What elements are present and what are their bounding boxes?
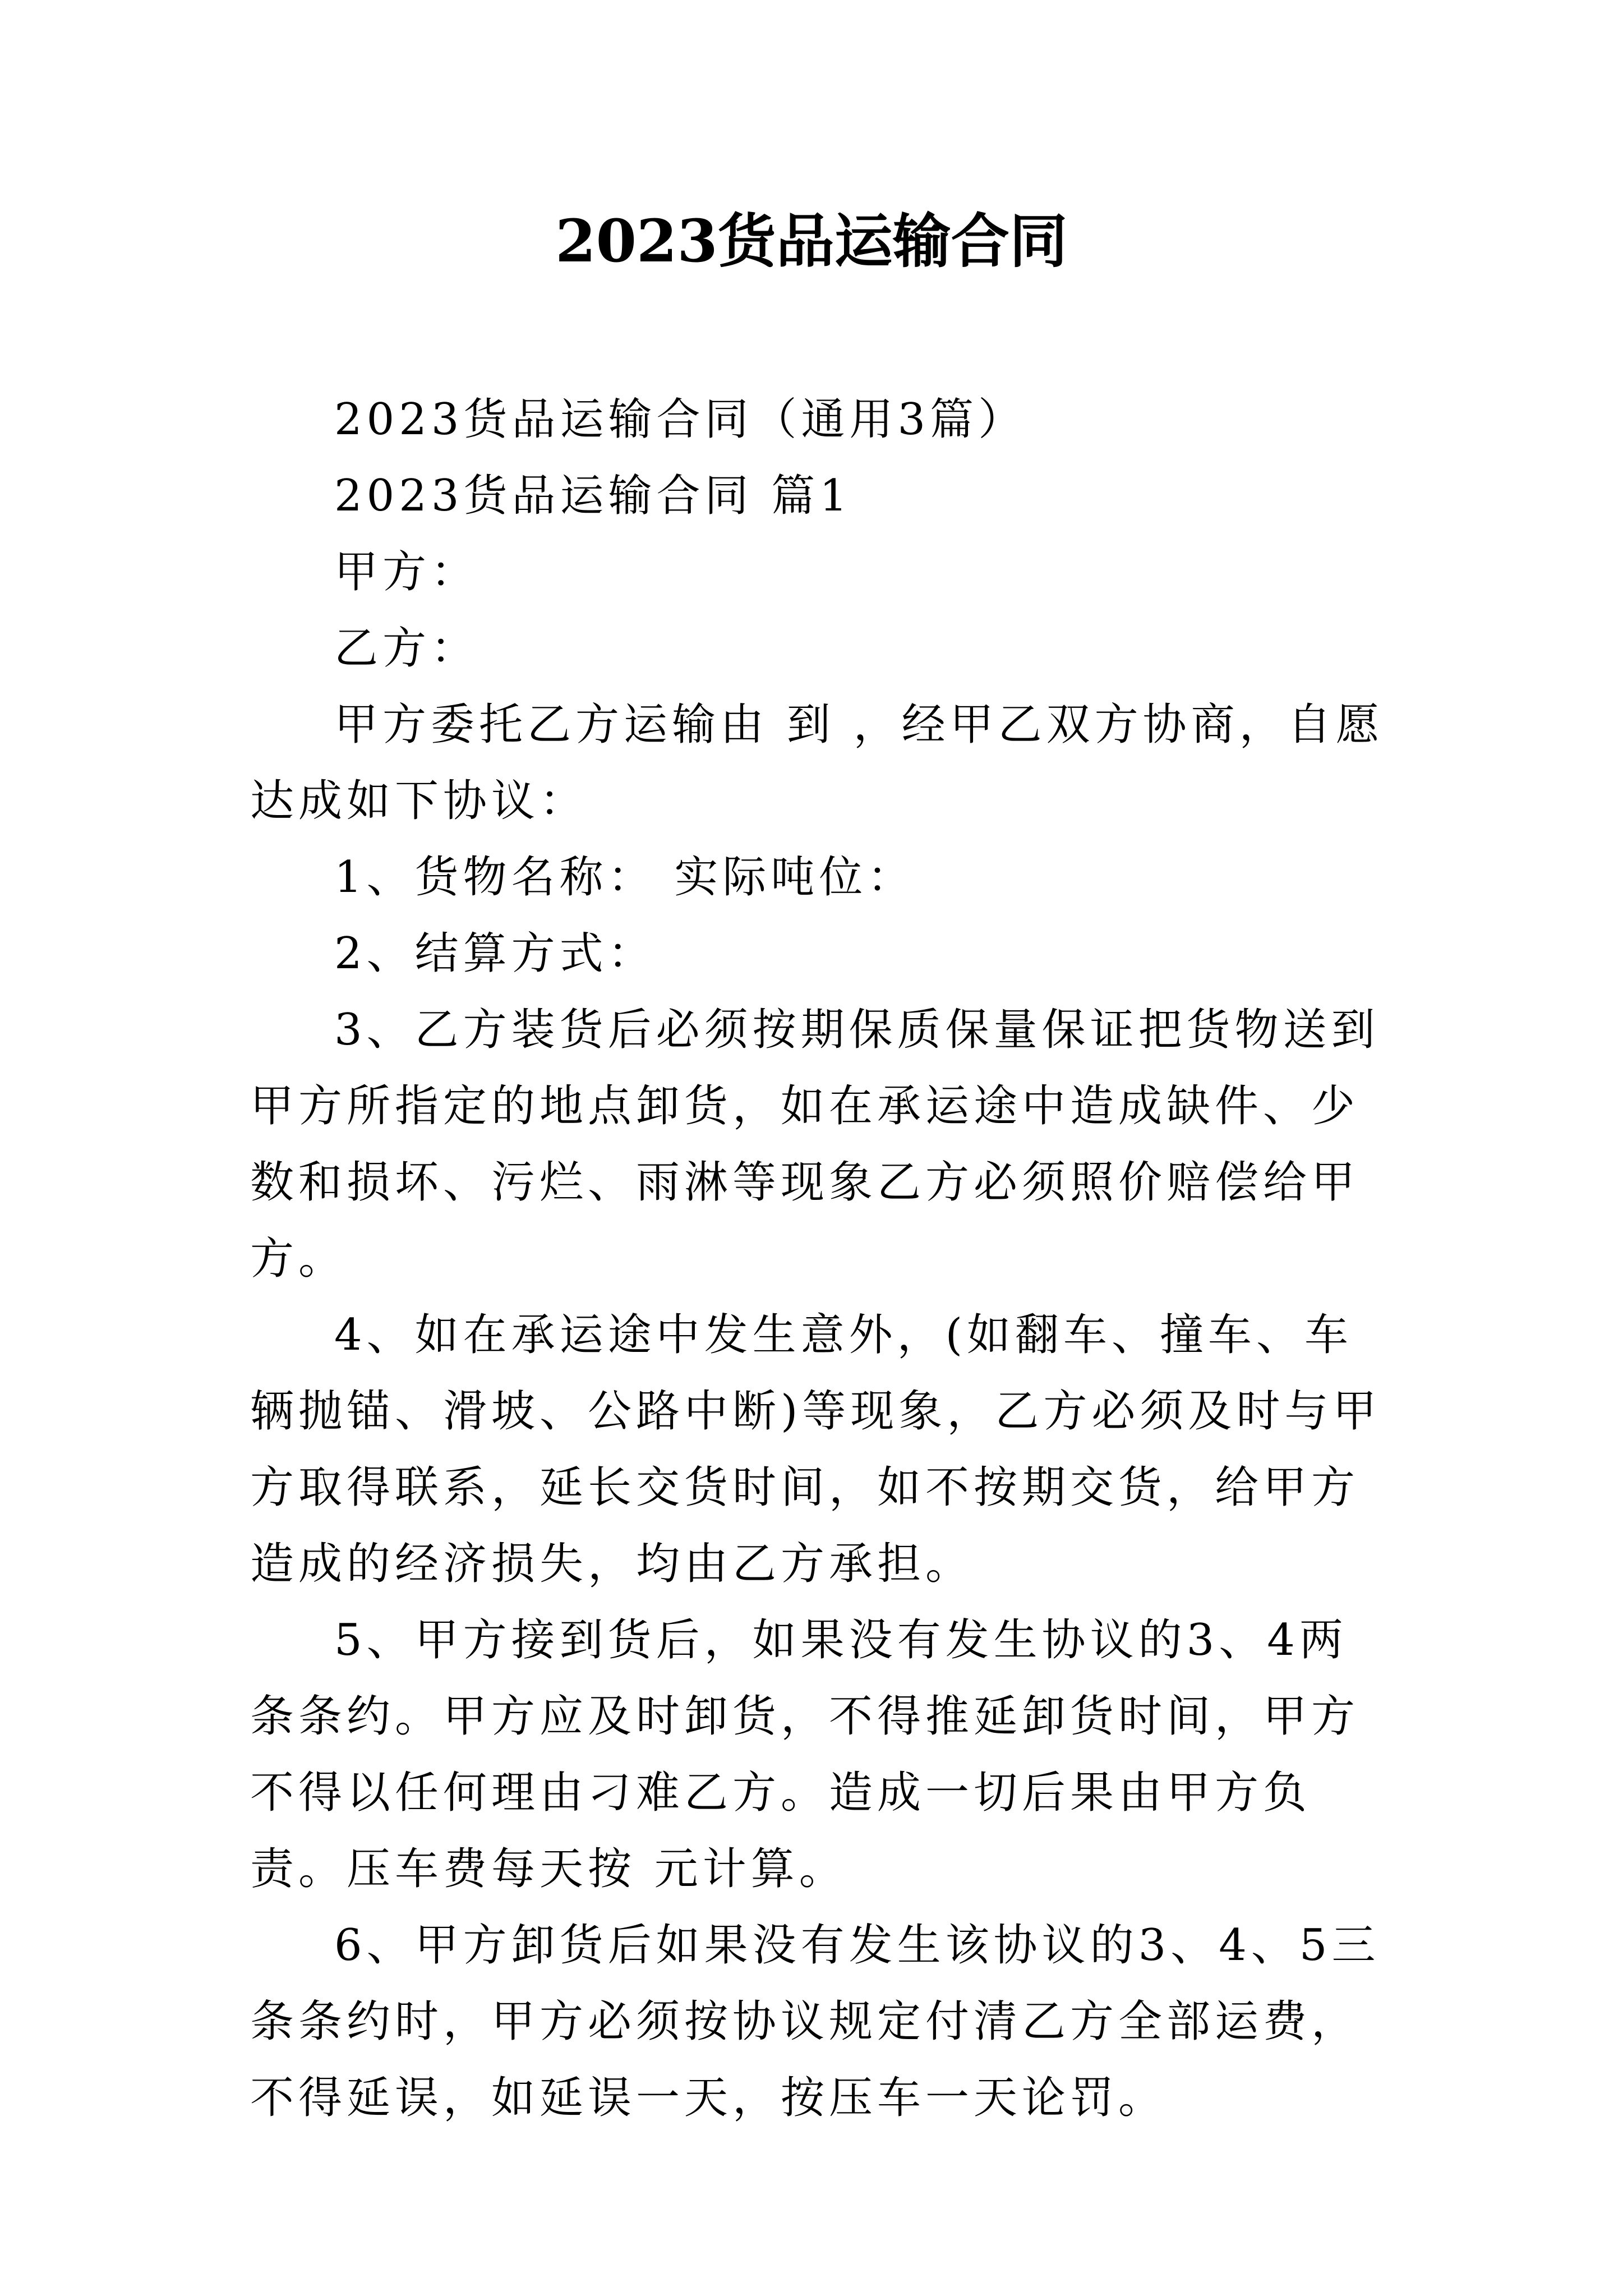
clause-5: 5、甲方接到货后，如果没有发生协议的3、4两条条约。甲方应及时卸货，不得推延卸货时间，甲方不得以任何理由刁难乙方。造成一切后果由甲方负责。压车费每天按 元计算。: [250, 1615, 1360, 1894]
section-heading: 2023货品运输合同 篇1: [334, 471, 852, 521]
document-body: [250, 381, 1394, 2136]
party-b-line: 乙方：: [334, 623, 479, 674]
clause-2: 2、结算方式：: [334, 928, 656, 979]
clause-4: 4、如在承运途中发生意外，(如翻车、撞车、车辆抛锚、滑坡、公路中断)等现象，乙方必须及时与甲方取得联系，延长交货时间，如不按期交货，给甲方造成的经济损失，均由乙方承担。: [250, 1310, 1381, 1589]
clause-3: 3、乙方装货后必须按期保质保量保证把货物送到甲方所指定的地点卸货，如在承运途中造成缺件、少数和损坏、污烂、雨淋等现象乙方必须照价赔偿给甲方。: [250, 1005, 1380, 1284]
subtitle-line: 2023货品运输合同（通用3篇）: [334, 394, 1027, 445]
intro-paragraph: 甲方委托乙方运输由 到 ，经甲乙双方协商，自愿达成如下协议：: [250, 700, 1384, 826]
page-title: 2023货品运输合同: [555, 206, 1068, 275]
party-a-line: 甲方：: [334, 547, 479, 597]
clause-1: 1、货物名称： 实际吨位：: [334, 852, 916, 903]
clause-6: 6、甲方卸货后如果没有发生该协议的3、4、5三条条约时，甲方必须按协议规定付清乙方全部运费，不得延误，如延误一天，按压车一天论罚。: [250, 1920, 1380, 2123]
